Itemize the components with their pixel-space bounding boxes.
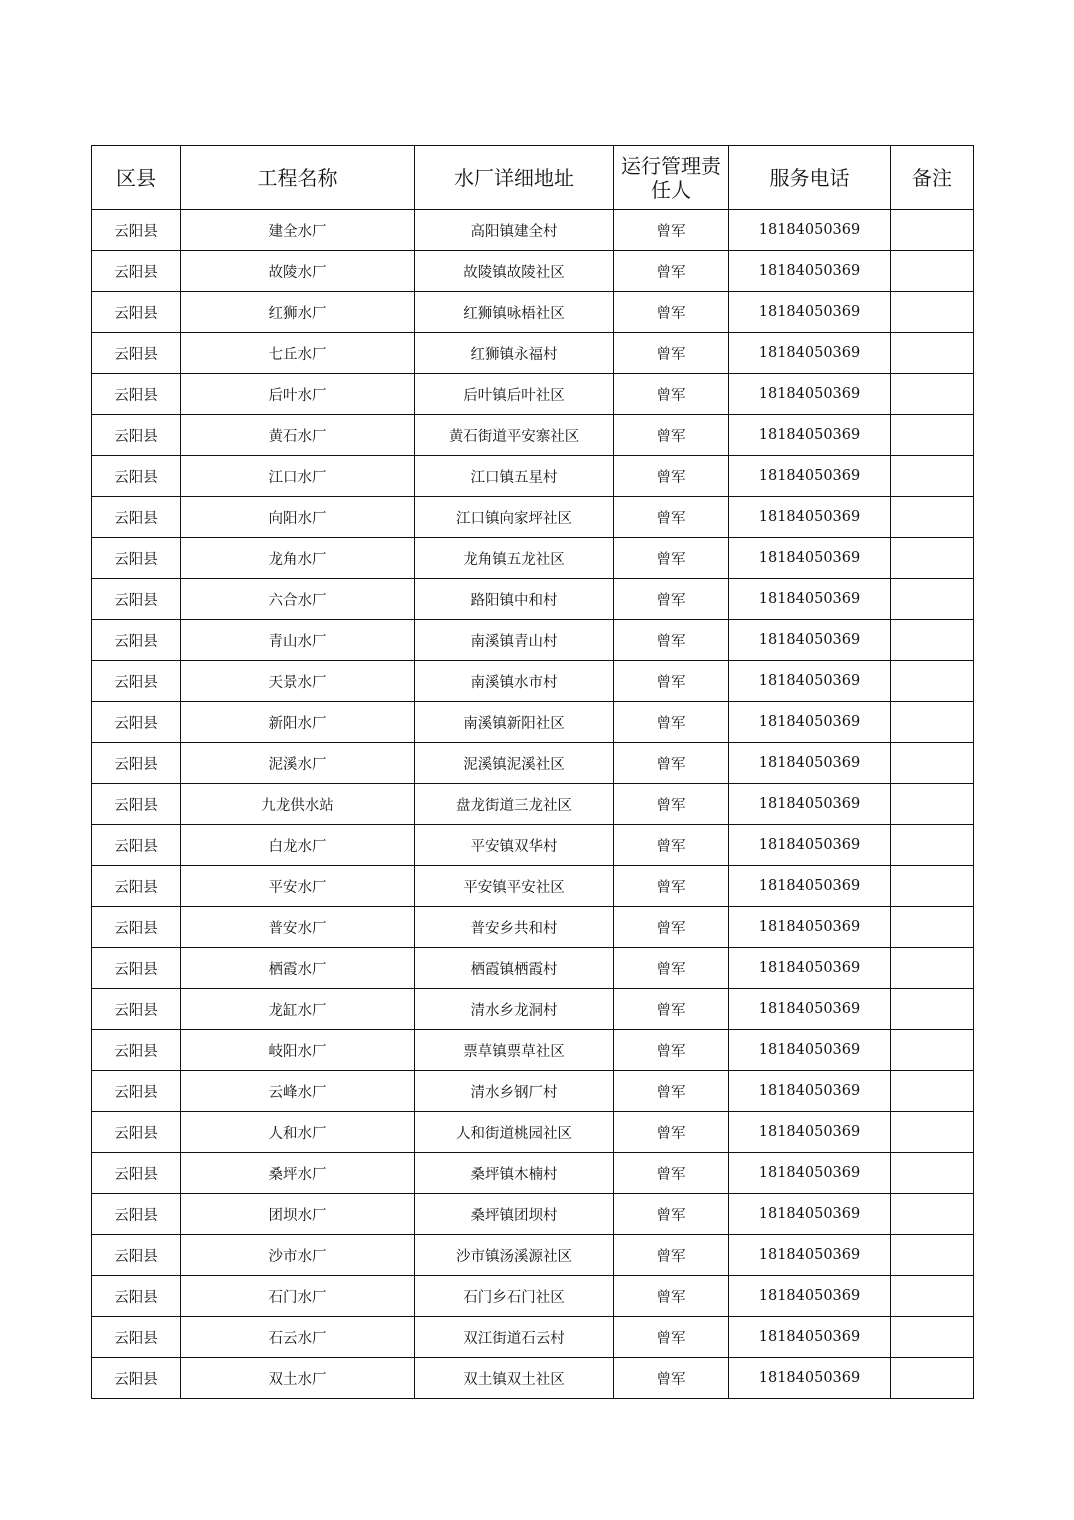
table-row [92,1317,974,1358]
cell-county: 云阳县 [92,1153,181,1194]
cell-manager: 曾军 [614,456,729,497]
table-row [92,1112,974,1153]
cell-plant-address: 双江街道石云村 [415,1317,614,1358]
cell-county: 云阳县 [92,333,181,374]
cell-plant-address: 平安镇平安社区 [415,866,614,907]
cell-remark [891,825,974,866]
cell-project-name: 后叶水厂 [181,374,415,415]
cell-remark [891,456,974,497]
cell-project-name: 青山水厂 [181,620,415,661]
cell-remark [891,1112,974,1153]
cell-project-name: 双土水厂 [181,1358,415,1399]
cell-remark [891,333,974,374]
cell-remark [891,1276,974,1317]
table-row [92,743,974,784]
cell-service-phone: 18184050369 [729,456,891,497]
cell-manager: 曾军 [614,948,729,989]
cell-project-name: 白龙水厂 [181,825,415,866]
header-service-phone: 服务电话 [729,146,891,210]
cell-plant-address: 高阳镇建全村 [415,210,614,251]
table-row [92,538,974,579]
cell-plant-address: 南溪镇水市村 [415,661,614,702]
cell-remark [891,661,974,702]
cell-manager: 曾军 [614,1071,729,1112]
cell-manager: 曾军 [614,251,729,292]
cell-project-name: 人和水厂 [181,1112,415,1153]
table-row [92,1071,974,1112]
cell-service-phone: 18184050369 [729,579,891,620]
cell-county: 云阳县 [92,702,181,743]
table-row [92,1276,974,1317]
cell-remark [891,866,974,907]
cell-manager: 曾军 [614,538,729,579]
cell-county: 云阳县 [92,989,181,1030]
cell-project-name: 团坝水厂 [181,1194,415,1235]
cell-county: 云阳县 [92,907,181,948]
table-row [92,251,974,292]
table-row [92,456,974,497]
cell-manager: 曾军 [614,1317,729,1358]
cell-manager: 曾军 [614,702,729,743]
cell-manager: 曾军 [614,579,729,620]
cell-service-phone: 18184050369 [729,1153,891,1194]
cell-county: 云阳县 [92,251,181,292]
cell-county: 云阳县 [92,1030,181,1071]
cell-service-phone: 18184050369 [729,415,891,456]
cell-county: 云阳县 [92,1276,181,1317]
cell-remark [891,907,974,948]
table-row [92,1153,974,1194]
header-manager: 运行管理责任人 [614,146,729,210]
cell-remark [891,1317,974,1358]
cell-manager: 曾军 [614,1112,729,1153]
cell-project-name: 栖霞水厂 [181,948,415,989]
cell-manager: 曾军 [614,620,729,661]
cell-plant-address: 清水乡龙洞村 [415,989,614,1030]
cell-remark [891,415,974,456]
cell-manager: 曾军 [614,210,729,251]
cell-plant-address: 龙角镇五龙社区 [415,538,614,579]
cell-plant-address: 江口镇五星村 [415,456,614,497]
cell-manager: 曾军 [614,661,729,702]
cell-manager: 曾军 [614,333,729,374]
cell-service-phone: 18184050369 [729,1317,891,1358]
cell-plant-address: 桑坪镇木楠村 [415,1153,614,1194]
cell-manager: 曾军 [614,1194,729,1235]
cell-county: 云阳县 [92,825,181,866]
cell-county: 云阳县 [92,497,181,538]
cell-service-phone: 18184050369 [729,620,891,661]
cell-plant-address: 沙市镇汤溪源社区 [415,1235,614,1276]
cell-manager: 曾军 [614,866,729,907]
cell-plant-address: 黄石街道平安寨社区 [415,415,614,456]
cell-remark [891,210,974,251]
cell-manager: 曾军 [614,1153,729,1194]
cell-service-phone: 18184050369 [729,784,891,825]
table-row [92,907,974,948]
cell-plant-address: 盘龙街道三龙社区 [415,784,614,825]
cell-manager: 曾军 [614,497,729,538]
cell-manager: 曾军 [614,1358,729,1399]
cell-manager: 曾军 [614,825,729,866]
cell-service-phone: 18184050369 [729,989,891,1030]
cell-remark [891,1030,974,1071]
table-row [92,784,974,825]
cell-county: 云阳县 [92,1194,181,1235]
cell-service-phone: 18184050369 [729,333,891,374]
header-row [92,146,974,210]
cell-project-name: 桑坪水厂 [181,1153,415,1194]
cell-remark [891,1235,974,1276]
cell-county: 云阳县 [92,1071,181,1112]
cell-county: 云阳县 [92,620,181,661]
header-remark: 备注 [891,146,974,210]
cell-manager: 曾军 [614,989,729,1030]
cell-service-phone: 18184050369 [729,251,891,292]
cell-county: 云阳县 [92,661,181,702]
cell-plant-address: 栖霞镇栖霞村 [415,948,614,989]
cell-remark [891,948,974,989]
cell-county: 云阳县 [92,1112,181,1153]
table-row [92,948,974,989]
cell-plant-address: 清水乡钢厂村 [415,1071,614,1112]
cell-project-name: 向阳水厂 [181,497,415,538]
cell-county: 云阳县 [92,579,181,620]
cell-county: 云阳县 [92,1317,181,1358]
cell-remark [891,1071,974,1112]
cell-service-phone: 18184050369 [729,1358,891,1399]
cell-remark [891,1194,974,1235]
cell-remark [891,702,974,743]
cell-project-name: 七丘水厂 [181,333,415,374]
cell-manager: 曾军 [614,743,729,784]
cell-project-name: 天景水厂 [181,661,415,702]
cell-plant-address: 故陵镇故陵社区 [415,251,614,292]
cell-service-phone: 18184050369 [729,1112,891,1153]
cell-plant-address: 桑坪镇团坝村 [415,1194,614,1235]
cell-county: 云阳县 [92,1235,181,1276]
cell-remark [891,579,974,620]
table-row [92,1235,974,1276]
cell-project-name: 故陵水厂 [181,251,415,292]
cell-remark [891,538,974,579]
cell-remark [891,497,974,538]
cell-county: 云阳县 [92,538,181,579]
cell-manager: 曾军 [614,1235,729,1276]
cell-project-name: 六合水厂 [181,579,415,620]
cell-plant-address: 票草镇票草社区 [415,1030,614,1071]
cell-service-phone: 18184050369 [729,374,891,415]
cell-service-phone: 18184050369 [729,702,891,743]
cell-county: 云阳县 [92,456,181,497]
cell-manager: 曾军 [614,374,729,415]
table-row [92,415,974,456]
cell-county: 云阳县 [92,1358,181,1399]
cell-project-name: 云峰水厂 [181,1071,415,1112]
cell-service-phone: 18184050369 [729,661,891,702]
cell-manager: 曾军 [614,292,729,333]
cell-service-phone: 18184050369 [729,1235,891,1276]
cell-manager: 曾军 [614,1276,729,1317]
cell-remark [891,1153,974,1194]
cell-plant-address: 南溪镇新阳社区 [415,702,614,743]
cell-plant-address: 后叶镇后叶社区 [415,374,614,415]
table-row [92,210,974,251]
cell-service-phone: 18184050369 [729,210,891,251]
table-row [92,1030,974,1071]
header-plant-address: 水厂详细地址 [415,146,614,210]
table-row [92,620,974,661]
table-row [92,702,974,743]
cell-service-phone: 18184050369 [729,743,891,784]
table-row [92,1194,974,1235]
cell-remark [891,292,974,333]
cell-plant-address: 江口镇向家坪社区 [415,497,614,538]
table-row [92,374,974,415]
cell-manager: 曾军 [614,1030,729,1071]
cell-project-name: 黄石水厂 [181,415,415,456]
table-row [92,292,974,333]
table-row [92,866,974,907]
cell-remark [891,743,974,784]
cell-plant-address: 红狮镇咏梧社区 [415,292,614,333]
cell-remark [891,989,974,1030]
cell-project-name: 平安水厂 [181,866,415,907]
table-row [92,1358,974,1399]
cell-plant-address: 路阳镇中和村 [415,579,614,620]
cell-project-name: 九龙供水站 [181,784,415,825]
cell-county: 云阳县 [92,948,181,989]
cell-project-name: 建全水厂 [181,210,415,251]
cell-service-phone: 18184050369 [729,866,891,907]
cell-project-name: 石门水厂 [181,1276,415,1317]
header-county: 区县 [92,146,181,210]
cell-project-name: 沙市水厂 [181,1235,415,1276]
cell-project-name: 龙缸水厂 [181,989,415,1030]
cell-county: 云阳县 [92,374,181,415]
cell-plant-address: 石门乡石门社区 [415,1276,614,1317]
cell-remark [891,784,974,825]
cell-plant-address: 双土镇双土社区 [415,1358,614,1399]
cell-manager: 曾军 [614,907,729,948]
table-row [92,579,974,620]
cell-service-phone: 18184050369 [729,1194,891,1235]
cell-project-name: 普安水厂 [181,907,415,948]
cell-service-phone: 18184050369 [729,538,891,579]
table-row [92,989,974,1030]
cell-plant-address: 人和街道桃园社区 [415,1112,614,1153]
table-row [92,661,974,702]
cell-county: 云阳县 [92,866,181,907]
cell-remark [891,1358,974,1399]
cell-service-phone: 18184050369 [729,907,891,948]
cell-project-name: 泥溪水厂 [181,743,415,784]
cell-plant-address: 南溪镇青山村 [415,620,614,661]
cell-manager: 曾军 [614,415,729,456]
table-row [92,825,974,866]
cell-remark [891,374,974,415]
cell-plant-address: 泥溪镇泥溪社区 [415,743,614,784]
cell-service-phone: 18184050369 [729,1030,891,1071]
cell-plant-address: 平安镇双华村 [415,825,614,866]
cell-county: 云阳县 [92,292,181,333]
cell-project-name: 江口水厂 [181,456,415,497]
cell-project-name: 龙角水厂 [181,538,415,579]
table-row [92,333,974,374]
cell-service-phone: 18184050369 [729,1071,891,1112]
cell-county: 云阳县 [92,743,181,784]
table-row [92,497,974,538]
cell-project-name: 新阳水厂 [181,702,415,743]
cell-county: 云阳县 [92,784,181,825]
cell-plant-address: 普安乡共和村 [415,907,614,948]
cell-county: 云阳县 [92,415,181,456]
cell-project-name: 红狮水厂 [181,292,415,333]
cell-service-phone: 18184050369 [729,292,891,333]
cell-service-phone: 18184050369 [729,825,891,866]
table-body [92,210,974,1399]
cell-service-phone: 18184050369 [729,1276,891,1317]
cell-county: 云阳县 [92,210,181,251]
water-plant-table [91,145,974,1399]
cell-remark [891,251,974,292]
cell-service-phone: 18184050369 [729,497,891,538]
cell-remark [891,620,974,661]
cell-manager: 曾军 [614,784,729,825]
cell-project-name: 石云水厂 [181,1317,415,1358]
cell-service-phone: 18184050369 [729,948,891,989]
header-project-name: 工程名称 [181,146,415,210]
cell-plant-address: 红狮镇永福村 [415,333,614,374]
cell-project-name: 岐阳水厂 [181,1030,415,1071]
